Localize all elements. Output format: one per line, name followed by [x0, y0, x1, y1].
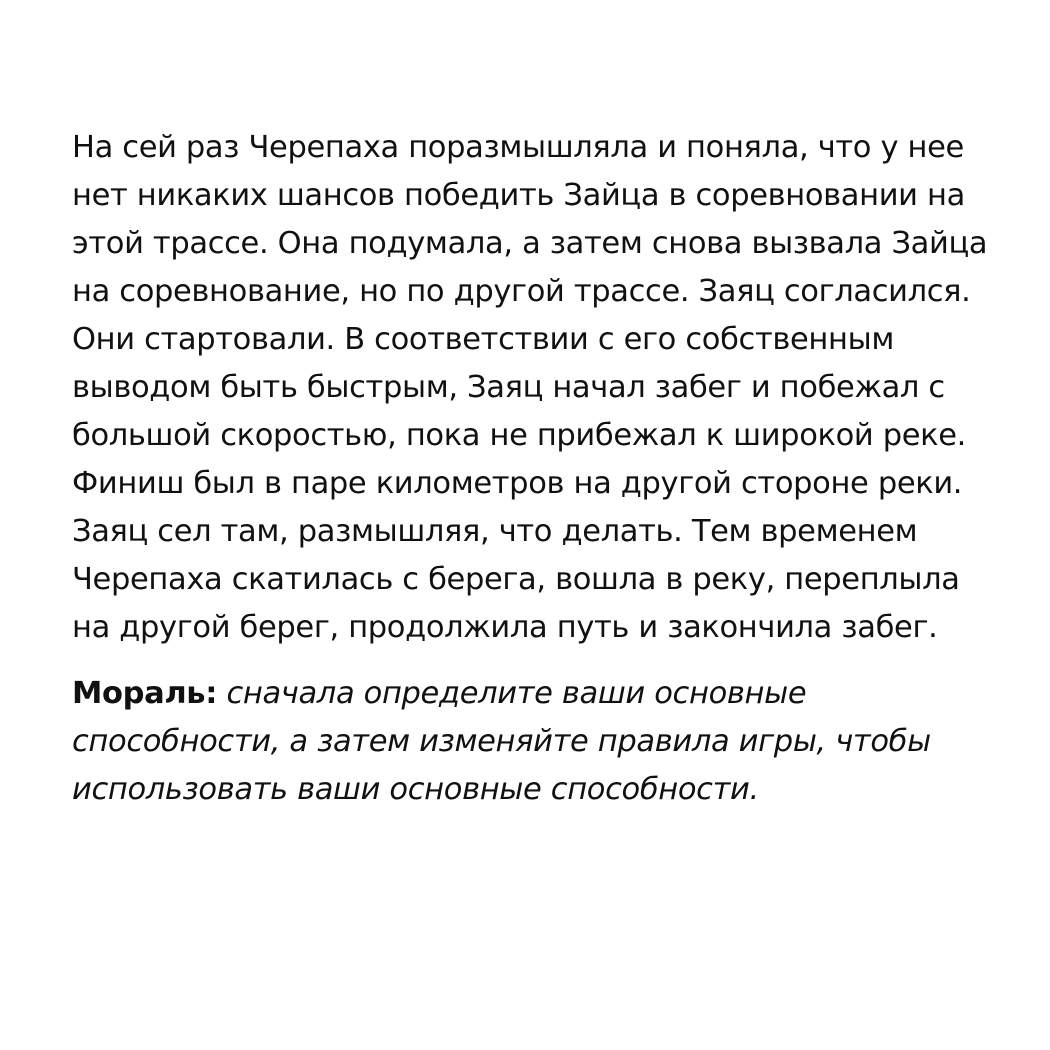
- story-line: Они стартовали. В соответствии с его собственным: [72, 322, 894, 357]
- story-line: этой трассе. Она подумала, а затем снова вызвала Зайца: [72, 226, 988, 261]
- story-line: на соревнование, но по другой трассе. Заяц согласился.: [72, 274, 971, 309]
- moral-paragraph: [72, 670, 1047, 814]
- moral-line: использовать ваши основные способности.: [72, 772, 759, 807]
- story-line: Черепаха скатилась с берега, вошла в реку, переплыла: [72, 562, 960, 597]
- story-paragraph: [72, 124, 1047, 652]
- moral-line: сначала определите ваши основные: [217, 676, 807, 711]
- story-line: на другой берег, продолжила путь и закончила забег.: [72, 610, 938, 645]
- moral-line: способности, а затем изменяйте правила игры, чтобы: [72, 724, 931, 759]
- story-line: нет никаких шансов победить Зайца в соревновании на: [72, 178, 965, 213]
- story-line: Финиш был в паре километров на другой стороне реки.: [72, 466, 963, 501]
- moral-first-line: [72, 670, 1047, 718]
- story-line: большой скоростью, пока не прибежал к широкой реке.: [72, 418, 966, 453]
- moral-label: Мораль:: [72, 676, 218, 711]
- story-line: выводом быть быстрым, Заяц начал забег и побежал с: [72, 370, 945, 405]
- document-page: [72, 124, 1047, 814]
- story-line: На сей раз Черепаха поразмышляла и поняла, что у нее: [72, 130, 964, 165]
- story-line: Заяц сел там, размышляя, что делать. Тем временем: [72, 514, 918, 549]
